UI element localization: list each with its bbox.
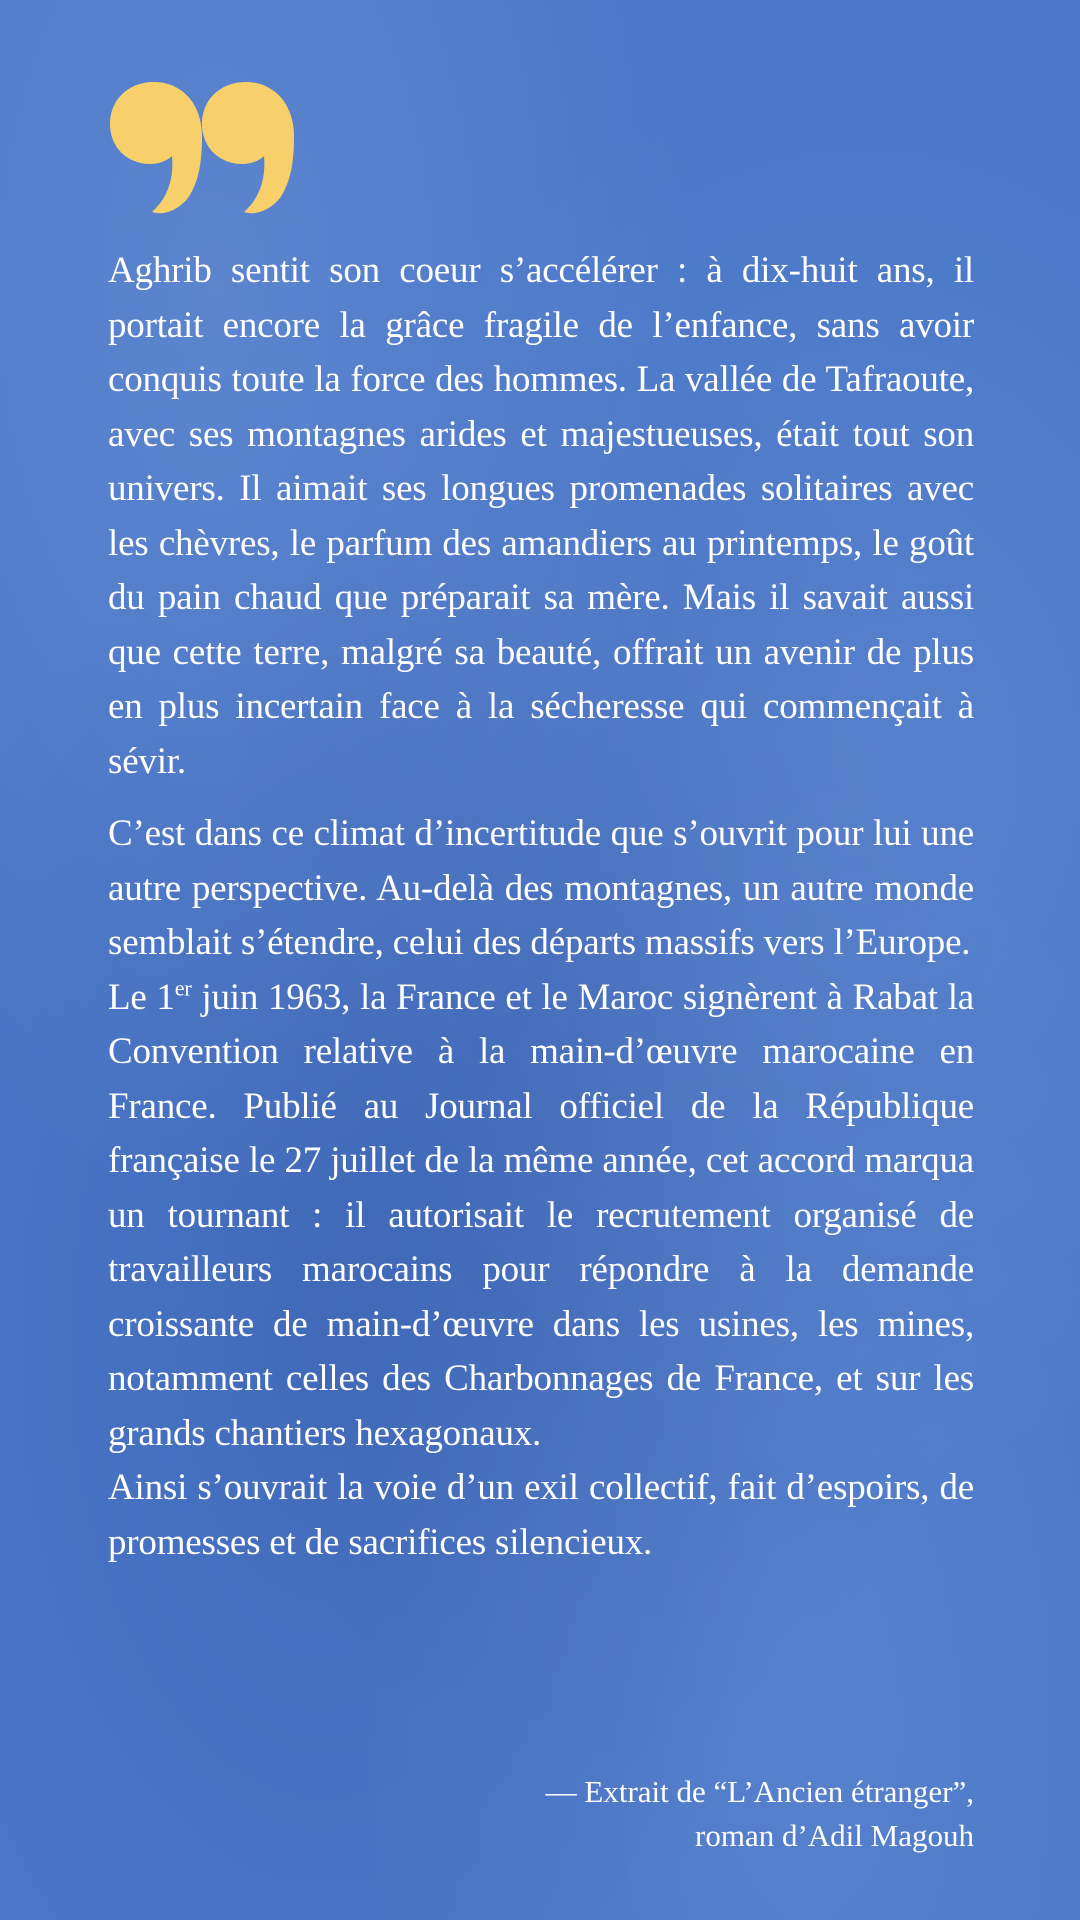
convention-text-rest: juin 1963, la France et le Maroc signèrent à Rabat la Convention relative à la main-d’œuvre marocaine en France. Publié au Journal officiel de la République française le 27 juillet de la même année, cet accord marqua un tournant : il autorisait le recrutement organisé de travailleurs marocains pour répondre à la demande croissante de main-d’œuvre dans les usines, les mines, notamment celles des Charbonnages de France, et sur les grands chantiers hexagonaux.: [108, 976, 974, 1454]
quote-card: [108, 80, 974, 1570]
attribution: [546, 1770, 974, 1858]
attribution-author: roman d’Adil Magouh: [695, 1818, 974, 1853]
opening-quotation-mark-icon: [108, 80, 294, 218]
attribution-source: — Extrait de “L’Ancien étranger”,: [545, 1774, 974, 1809]
paragraph-convention: [108, 971, 974, 1462]
paragraph-perspective: C’est dans ce climat d’incertitude que s’ouvrit pour lui une autre perspective. Au-delà des montagnes, un autre monde semblait s’étendre, celui des départs massifs vers l’Europe.: [108, 813, 974, 963]
paragraph-aghrib: Aghrib sentit son coeur s’accélérer : à dix-huit ans, il portait encore la grâce fragile de l’enfance, sans avoir conquis toute la force des hommes. La vallée de Tafraoute, avec ses montagnes arides et majestueuses, était tout son univers. Il aimait ses longues promenades solitaires avec les chèvres, le parfum des amandiers au printemps, le goût du pain chaud que préparait sa mère. Mais il savait aussi que cette terre, malgré sa beauté, offrait un avenir de plus en plus incertain face à la sécheresse qui commençait à sévir.: [108, 250, 974, 782]
quote-mark-glyphs: [110, 82, 294, 213]
quote-mark-left: [110, 82, 202, 213]
excerpt-text: [108, 244, 974, 1570]
ordinal-superscript: er: [174, 975, 192, 1001]
paragraph-closing: Ainsi s’ouvrait la voie d’un exil collectif, fait d’espoirs, de promesses et de sacrifices silencieux.: [108, 1467, 974, 1563]
quote-mark-right: [202, 82, 294, 213]
convention-text-start: Le 1: [108, 976, 175, 1018]
